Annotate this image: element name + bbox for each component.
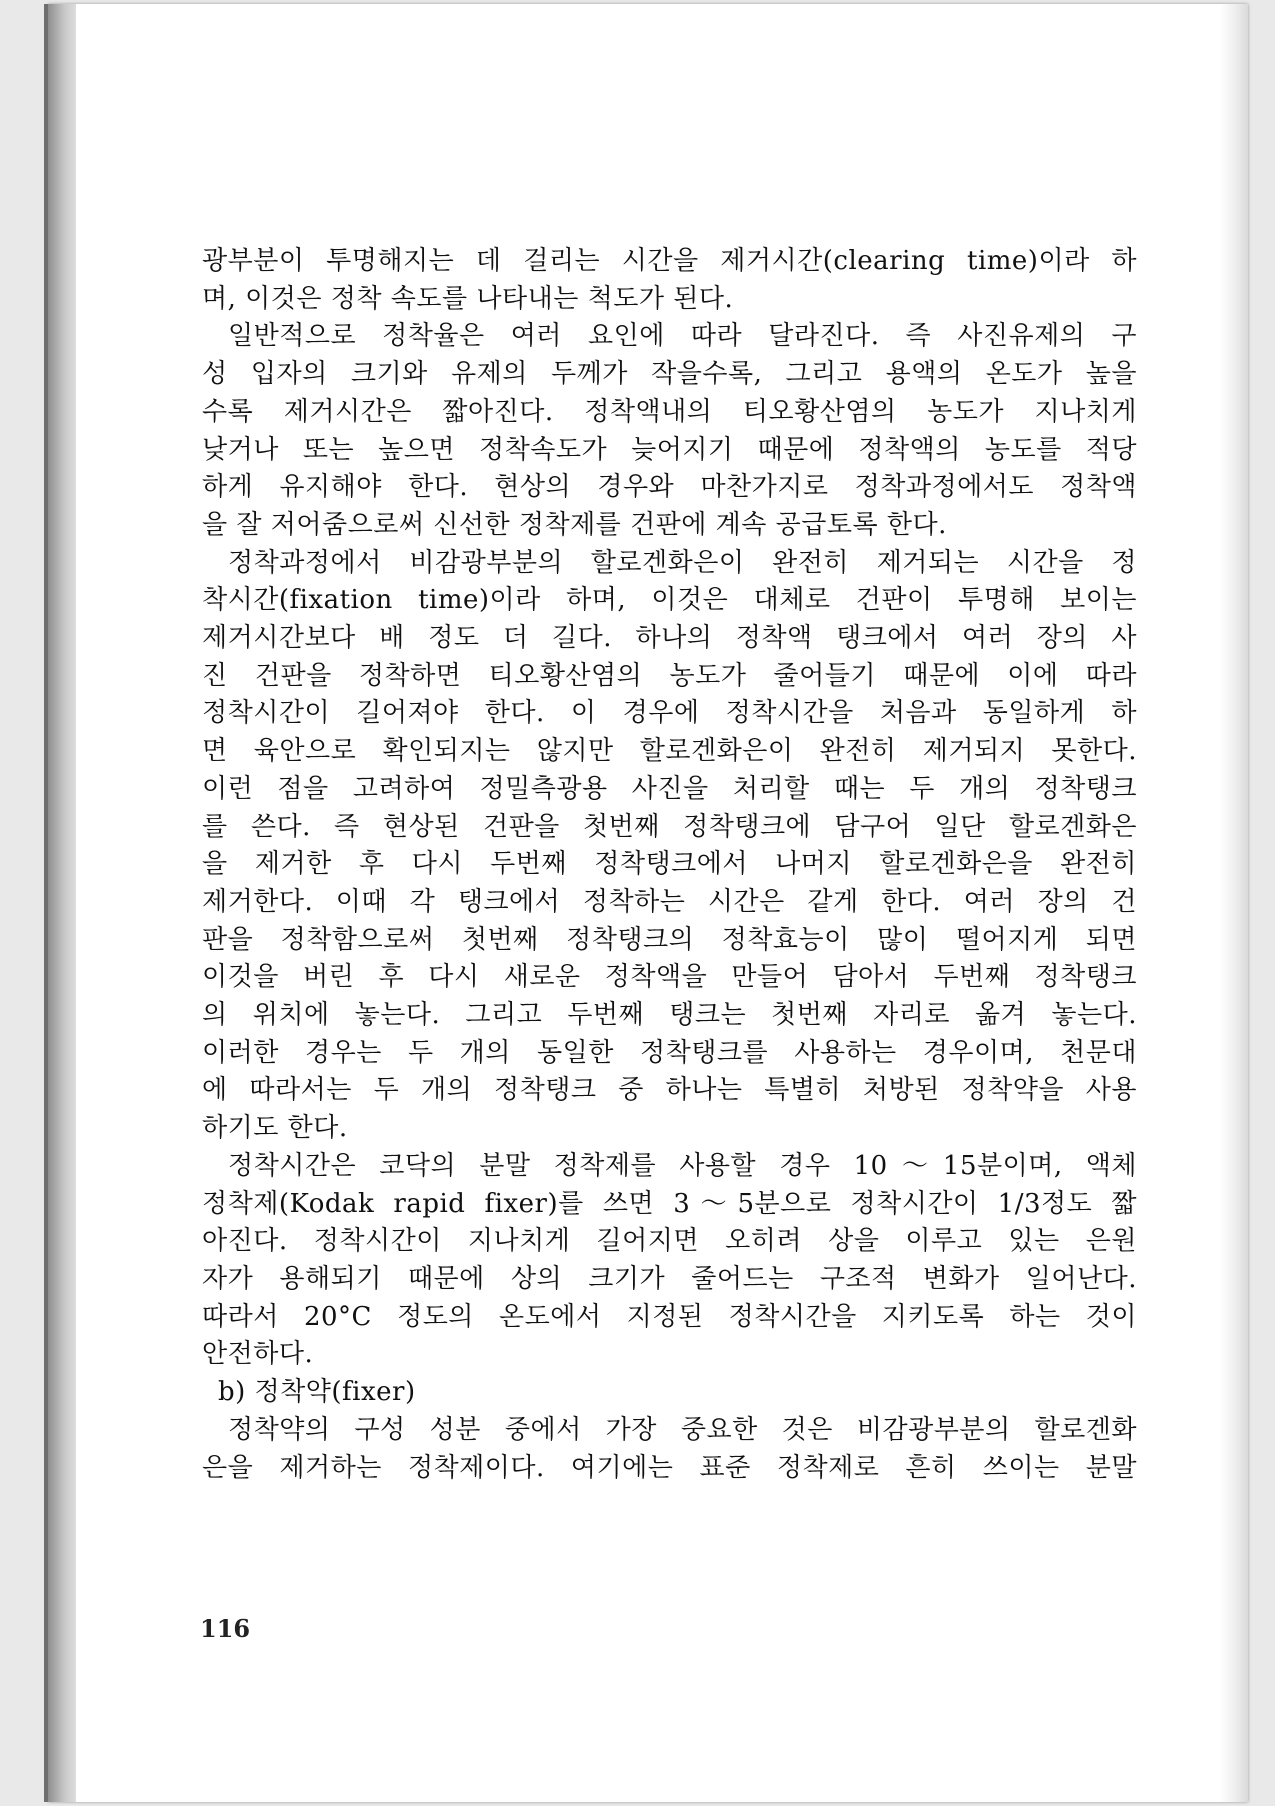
text-line: 낮거나 또는 높으면 정착속도가 늦어지기 때문에 정착액의 농도를 적당 bbox=[202, 434, 1137, 465]
text-line: 을 제거한 후 다시 두번째 정착탱크에서 나머지 할로겐화은을 완전히 bbox=[202, 849, 1137, 880]
text-line: 이런 점을 고려하여 정밀측광용 사진을 처리할 때는 두 개의 정착탱크 bbox=[202, 773, 1137, 804]
text-line: 에 따라서는 두 개의 정착탱크 중 하나는 특별히 처방된 정착약을 사용 bbox=[202, 1075, 1137, 1106]
text-line: 이러한 경우는 두 개의 동일한 정착탱크를 사용하는 경우이며, 천문대 bbox=[202, 1037, 1137, 1068]
text-line: 며, 이것은 정착 속도를 나타내는 척도가 된다. bbox=[202, 283, 734, 314]
text-line: 정착제(Kodak rapid fixer)를 쓰면 3～5분으로 정착시간이 1/3정도 짧 bbox=[202, 1188, 1137, 1219]
text-line: 안전하다. bbox=[202, 1339, 314, 1370]
text-line: 하게 유지해야 한다. 현상의 경우와 마찬가지로 정착과정에서도 정착액 bbox=[202, 472, 1137, 503]
text-line: 성 입자의 크기와 유제의 두께가 작을수록, 그리고 용액의 온도가 높을 bbox=[202, 359, 1137, 390]
text-line: 제거한다. 이때 각 탱크에서 정착하는 시간은 같게 한다. 여러 장의 건 bbox=[202, 886, 1137, 917]
text-line: 의 위치에 놓는다. 그리고 두번째 탱크는 첫번째 자리로 옮겨 놓는다. bbox=[202, 1000, 1137, 1031]
text-line: 정착과정에서 비감광부분의 할로겐화은이 완전히 제거되는 시간을 정 bbox=[228, 547, 1137, 578]
text-line: 은을 제거하는 정착제이다. 여기에는 표준 정착제로 흔히 쓰이는 분말 bbox=[202, 1452, 1137, 1483]
section-heading: b) 정착약(fixer) bbox=[218, 1377, 416, 1408]
body-text bbox=[202, 243, 1137, 1487]
text-line: 착시간(fixation time)이라 하며, 이것은 대체로 건판이 투명해 보이는 bbox=[202, 585, 1137, 616]
text-line: 수록 제거시간은 짧아진다. 정착액내의 티오황산염의 농도가 지나치게 bbox=[202, 396, 1137, 427]
book-spine bbox=[48, 4, 76, 1802]
text-line: 정착약의 구성 성분 중에서 가장 중요한 것은 비감광부분의 할로겐화 bbox=[228, 1414, 1137, 1445]
text-line: 을 잘 저어줌으로써 신선한 정착제를 건판에 계속 공급토록 한다. bbox=[202, 509, 947, 540]
text-line: 일반적으로 정착율은 여러 요인에 따라 달라진다. 즉 사진유제의 구 bbox=[228, 321, 1137, 352]
page-number: 116 bbox=[200, 1614, 251, 1643]
text-line: 정착시간은 코닥의 분말 정착제를 사용할 경우 10～15분이며, 액체 bbox=[228, 1150, 1137, 1181]
text-line: 따라서 20°C 정도의 온도에서 지정된 정착시간을 지키도록 하는 것이 bbox=[202, 1301, 1137, 1332]
text-line: 이것을 버린 후 다시 새로운 정착액을 만들어 담아서 두번째 정착탱크 bbox=[202, 962, 1137, 993]
text-line: 진 건판을 정착하면 티오황산염의 농도가 줄어들기 때문에 이에 따라 bbox=[202, 660, 1137, 691]
page-edge bbox=[1220, 4, 1248, 1802]
text-line: 를 쓴다. 즉 현상된 건판을 첫번째 정착탱크에 담구어 일단 할로겐화은 bbox=[202, 811, 1137, 842]
text-line: 광부분이 투명해지는 데 걸리는 시간을 제거시간(clearing time)이라 하 bbox=[202, 246, 1137, 276]
text-line: 아진다. 정착시간이 지나치게 길어지면 오히려 상을 이루고 있는 은원 bbox=[202, 1226, 1137, 1257]
text-line: 면 육안으로 확인되지는 않지만 할로겐화은이 완전히 제거되지 못한다. bbox=[202, 736, 1137, 767]
text-line: 정착시간이 길어져야 한다. 이 경우에 정착시간을 처음과 동일하게 하 bbox=[202, 698, 1137, 729]
text-line: 자가 용해되기 때문에 상의 크기가 줄어드는 구조적 변화가 일어난다. bbox=[202, 1263, 1137, 1294]
text-line: 판을 정착함으로써 첫번째 정착탱크의 정착효능이 많이 떨어지게 되면 bbox=[202, 924, 1137, 955]
text-line: 하기도 한다. bbox=[202, 1113, 348, 1144]
text-line: 제거시간보다 배 정도 더 길다. 하나의 정착액 탱크에서 여러 장의 사 bbox=[202, 623, 1137, 654]
